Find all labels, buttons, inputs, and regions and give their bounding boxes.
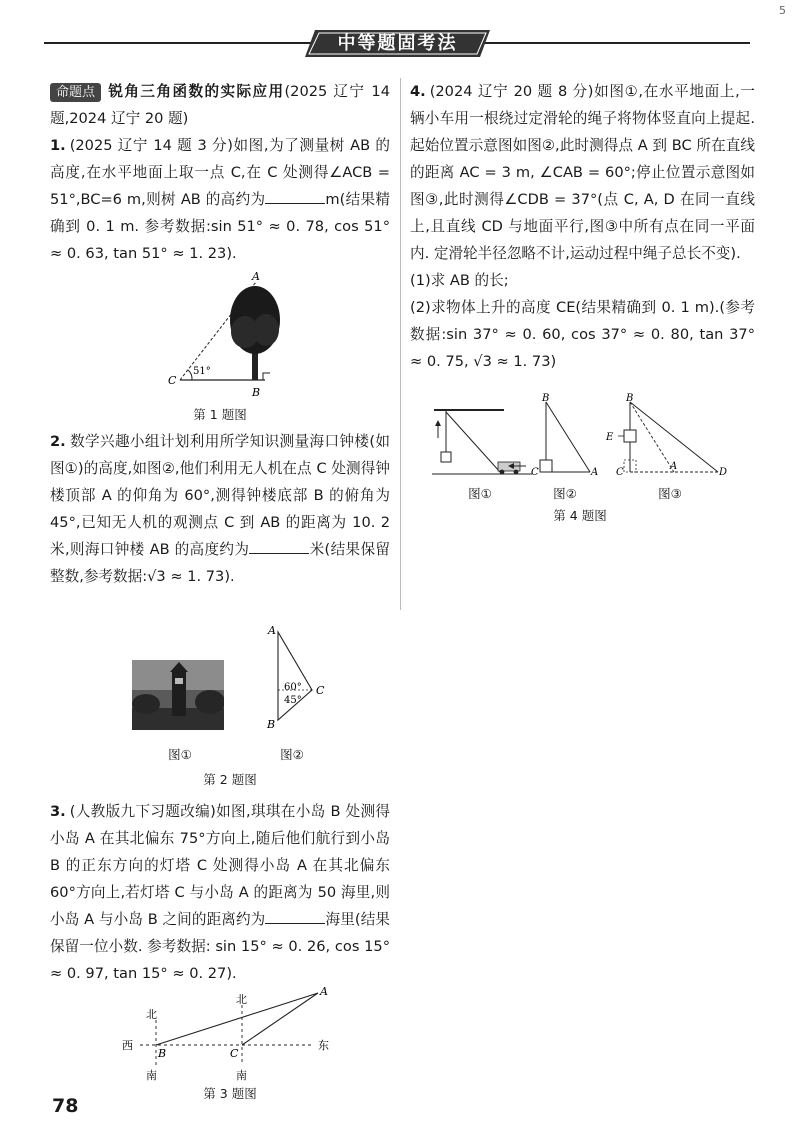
q4-fig2-caption: 图②	[553, 486, 577, 501]
question-2	[50, 428, 390, 590]
q3-text-a: (人教版九下习题改编)如图,琪琪在小岛 B 处测得小岛 A 在其北偏东 75°方向上,随后他们航行到小岛 B 的正东方向的灯塔 C 处测得小岛 A 在其北偏东 60°方向上,若灯塔 C 与小岛 A 的距离为 50 海里,则小岛 A 与小岛 B 之间的距离约为	[50, 803, 390, 928]
q4-fig3-caption: 图③	[658, 486, 682, 501]
q4-fig3-label-a: A	[670, 461, 678, 472]
topic-title: 锐角三角函数的实际应用	[107, 83, 285, 100]
q3-number: 3.	[50, 803, 66, 820]
q4-fig3	[600, 392, 730, 482]
q4-fig1	[432, 400, 532, 480]
q1-label-b: B	[252, 386, 261, 399]
topic-source: (2025 辽宁 14 题,2024 辽宁 20 题)	[50, 83, 390, 127]
question-4	[410, 78, 755, 267]
q1-figure	[160, 270, 280, 402]
page-number: 78	[52, 1095, 79, 1117]
q3-diagram	[118, 985, 340, 1085]
q2-fig2-caption: 图②	[280, 747, 304, 762]
q2-text-b: 米(结果保留整数,参考数据:√3 ≈ 1. 73).	[50, 541, 390, 585]
question-3-block	[50, 798, 390, 987]
q2-caption: 第 2 题图	[203, 772, 257, 787]
q3-text-b: 海里(结果保留一位小数. 参考数据: sin 15° ≈ 0. 26, cos 15° ≈ 0. 97, tan 15° ≈ 0. 27).	[50, 911, 390, 982]
q3-label-north2: 北	[236, 993, 247, 1006]
q2-label-c: C	[316, 684, 325, 697]
q2-answer-blank[interactable]	[249, 537, 309, 554]
q1-label-c: C	[168, 374, 177, 387]
left-column	[50, 78, 390, 267]
q3-label-south2: 南	[236, 1069, 247, 1082]
q4-sub2: (2)求物体上升的高度 CE(结果精确到 0. 1 m).(参考数据:sin 37° ≈ 0. 60, cos 37° ≈ 0. 80, tan 37° ≈ 0. 75, √3 ≈ 1. 73)	[410, 299, 755, 370]
q3-label-west: 西	[122, 1039, 133, 1052]
corner-mark: 5	[779, 4, 786, 17]
q1-text-b: m(结果精确到 0. 1 m. 参考数据:sin 51° ≈ 0. 78, cos 51° ≈ 0. 63, tan 51° ≈ 1. 23).	[50, 191, 390, 262]
q2-text-a: 数学兴趣小组计划利用所学知识测量海口钟楼(如图①)的高度,如图②,他们利用无人机在点 C 处测得钟楼顶部 A 的仰角为 60°,测得钟楼底部 B 的俯角为 45°,已知无人机的观测点 C 到 AB 的距离为 10. 2 米,则海口钟楼 AB 的高度约为	[50, 433, 390, 558]
q4-text: (2024 辽宁 20 题 8 分)如图①,在水平地面上,一辆小车用一根绕过定滑轮的绳子将物体竖直向上提起. 起始位置示意图如图②,此时测得点 A 到 BC 所在直线的距离 AC = 3 m, ∠CAB = 60°;停止位置示意图如图③,此时测得∠CDB = 37°(点 C, A, D 在同一直线上,且直线 CD 与地面平行,图③中所有点在同一平面内. 定滑轮半径忽略不计,运动过程中绳子总长不变).	[410, 83, 755, 262]
question-1	[50, 132, 390, 267]
q1-caption: 第 1 题图	[193, 407, 247, 422]
q3-label-b: B	[158, 1047, 167, 1060]
q4-fig2-label-c: C	[531, 467, 539, 478]
q2-diagram	[262, 620, 337, 735]
q2-label-60: 60°	[284, 682, 302, 693]
q3-label-a: A	[320, 985, 328, 998]
q4-fig3-label-d: D	[719, 467, 728, 478]
q4-fig3-label-b: B	[626, 393, 634, 404]
q1-label-angle: 51°	[193, 366, 211, 377]
q2-photo	[132, 660, 224, 730]
q3-caption: 第 3 题图	[203, 1086, 257, 1101]
q3-label-east: 东	[318, 1039, 329, 1052]
header-title: 中等题固考法	[337, 33, 458, 54]
q2-fig1-caption: 图①	[168, 747, 192, 762]
q4-number: 4.	[410, 83, 426, 100]
q1-answer-blank[interactable]	[265, 187, 325, 204]
q2-label-a: A	[268, 624, 276, 637]
topic-line	[50, 78, 390, 132]
q1-number: 1.	[50, 137, 66, 154]
q2-label-45: 45°	[284, 695, 302, 706]
question-2-block	[50, 428, 390, 590]
q4-caption: 第 4 题图	[553, 508, 607, 523]
q1-label-a: A	[252, 270, 260, 283]
right-column	[410, 78, 755, 375]
q4-fig1-caption: 图①	[468, 486, 492, 501]
q4-fig2-label-b: B	[542, 393, 550, 404]
q3-label-south1: 南	[146, 1069, 157, 1082]
q1-text-a: (2025 辽宁 14 题 3 分)如图,为了测量树 AB 的高度,在水平地面上取一点 C,在 C 处测得∠ACB = 51°,BC=6 m,则树 AB 的高约为	[50, 137, 390, 208]
q3-answer-blank[interactable]	[265, 907, 325, 924]
question-3	[50, 798, 390, 987]
q4-fig3-label-e: E	[606, 432, 614, 443]
q2-label-b: B	[267, 718, 276, 731]
q4-fig2-label-a: A	[591, 467, 599, 478]
q3-label-north1: 北	[146, 1008, 157, 1021]
q2-number: 2.	[50, 433, 66, 450]
column-divider	[400, 78, 401, 610]
q4-fig2	[530, 392, 600, 482]
topic-badge: 命题点	[50, 83, 101, 102]
q3-label-c: C	[230, 1047, 239, 1060]
q4-sub1: (1)求 AB 的长;	[410, 272, 509, 289]
q4-fig3-label-c: C	[616, 467, 624, 478]
